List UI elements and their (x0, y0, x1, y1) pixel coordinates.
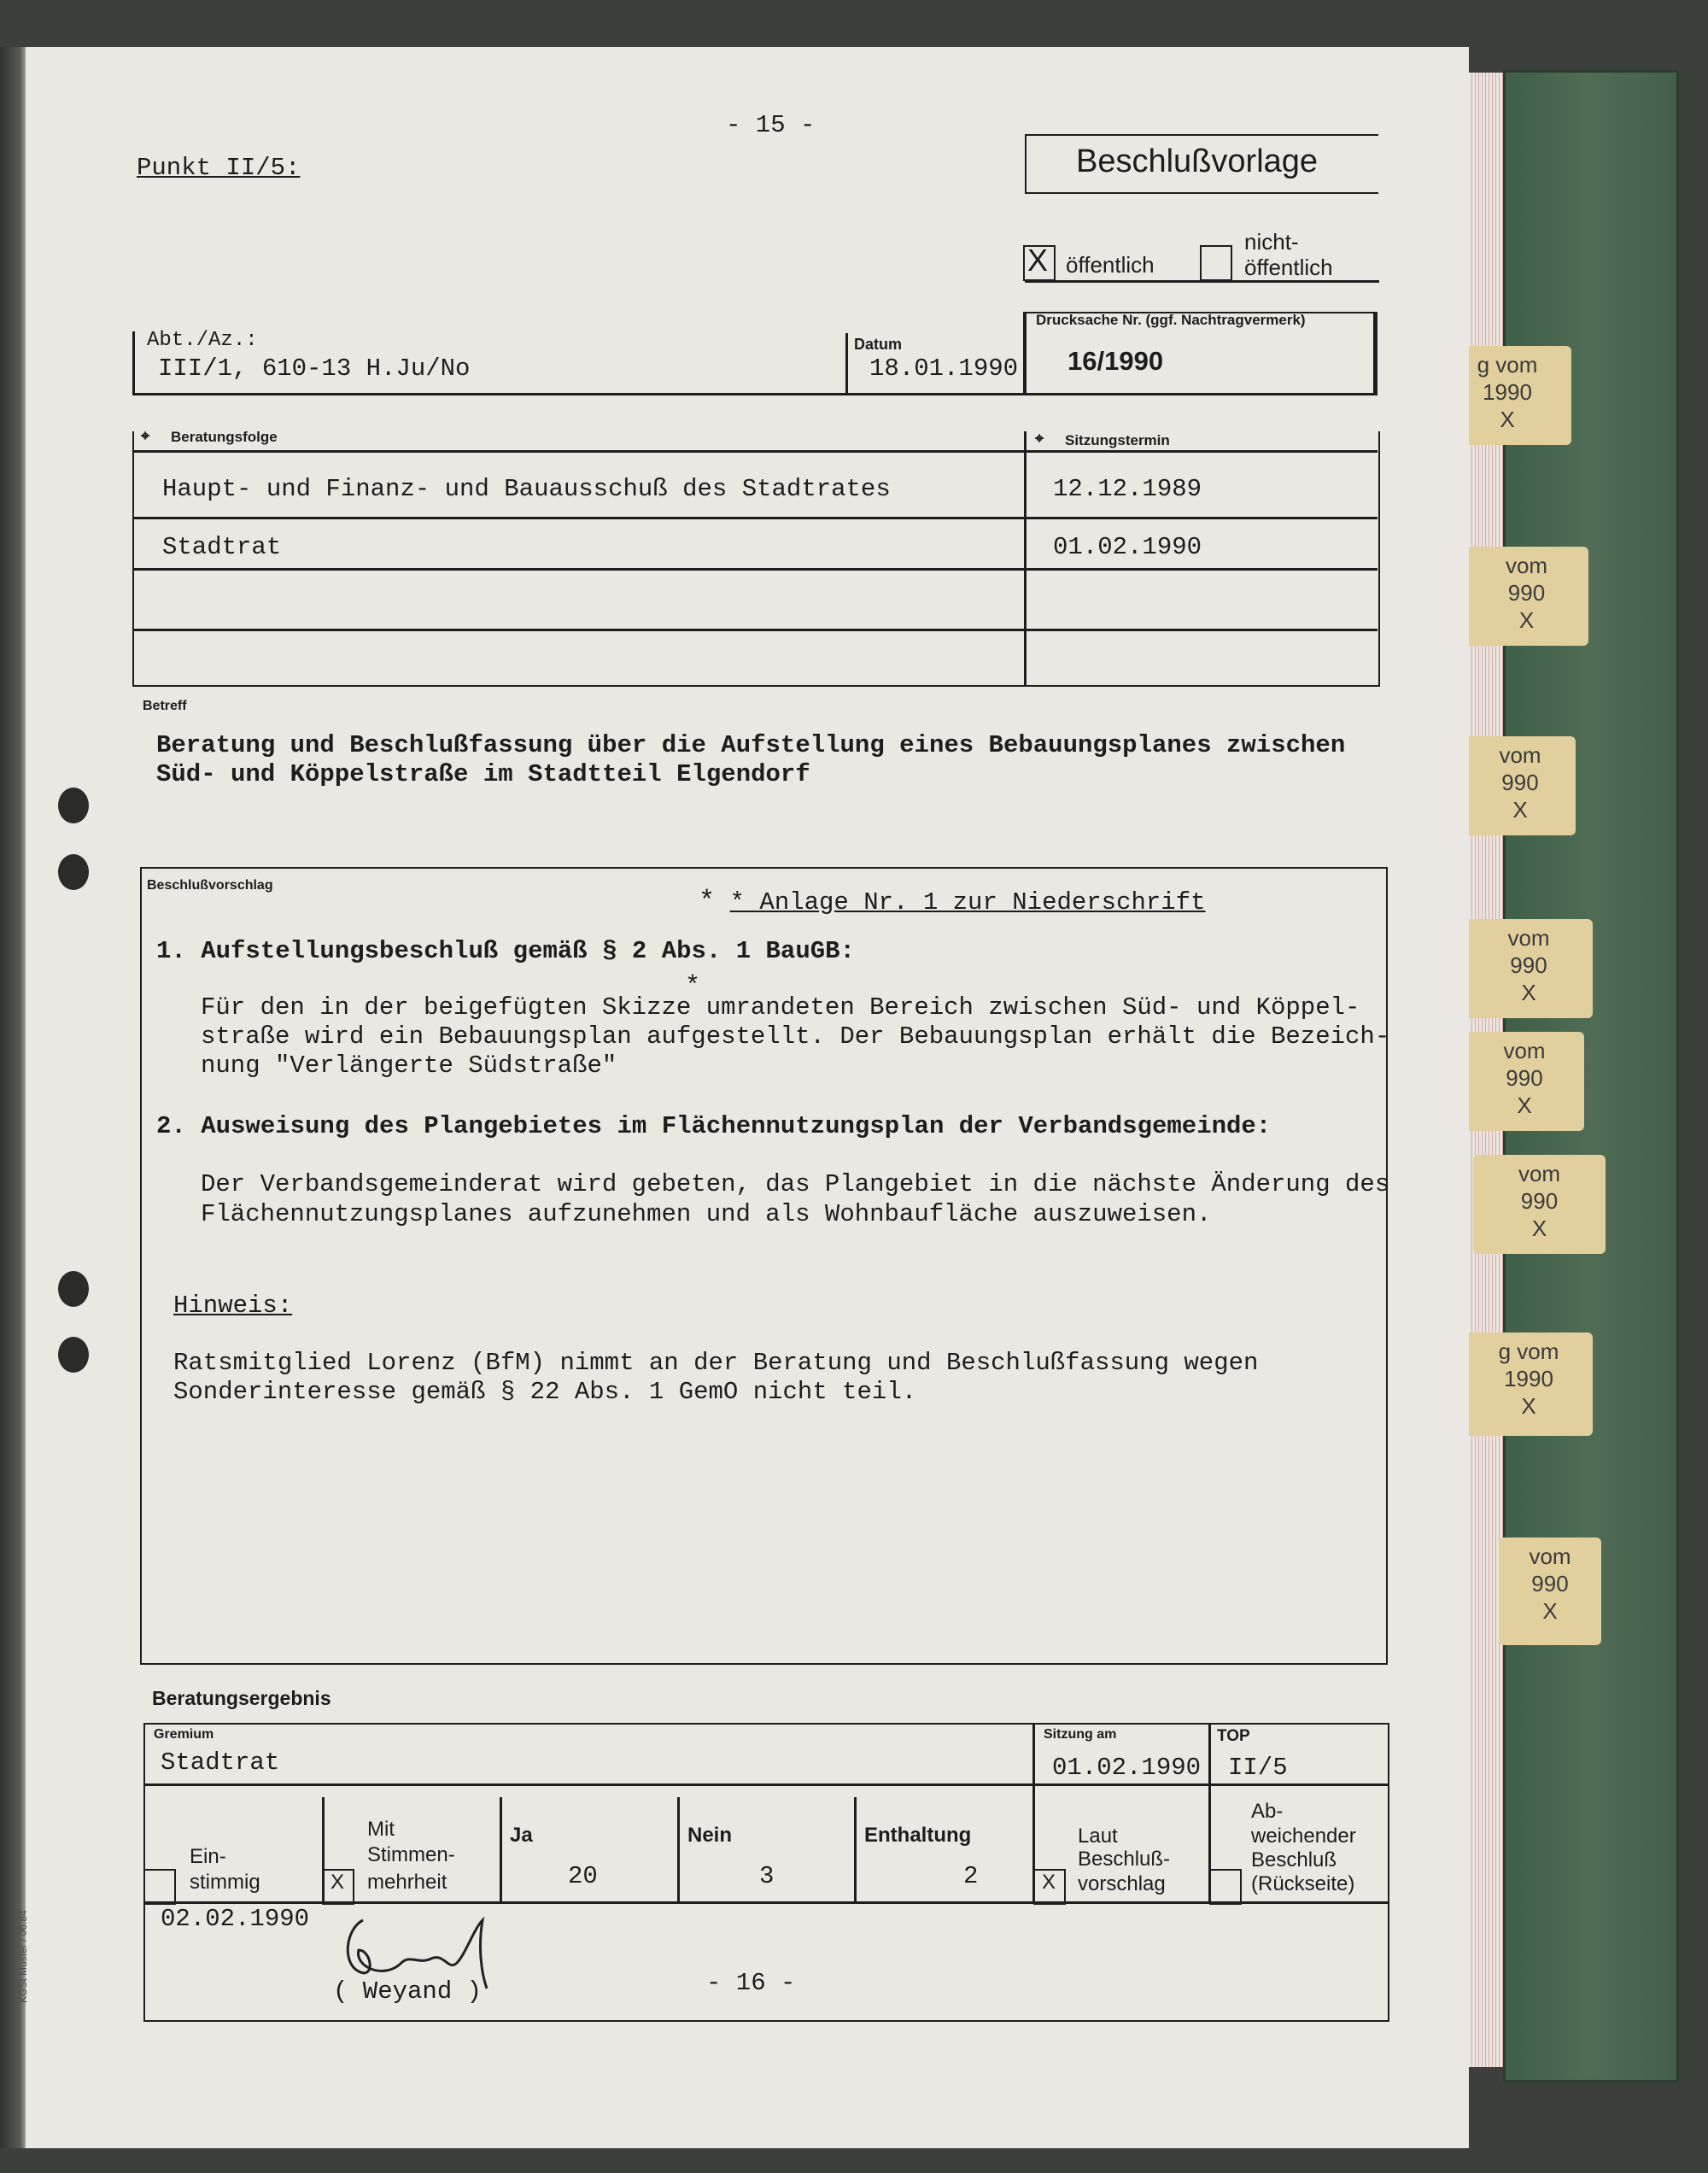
punch-hole (58, 788, 89, 823)
signature-date: 02.02.1990 (161, 1905, 310, 1933)
divider (132, 393, 1378, 395)
abweichender-beschluss-checkbox[interactable] (1209, 1869, 1242, 1905)
divider (132, 568, 1378, 571)
divider (500, 1797, 502, 1901)
anlage-text: * Anlage Nr. 1 zur Niederschrift (729, 888, 1206, 917)
side-tab: vom 990 X (1465, 919, 1593, 1018)
table-row-gremium: Haupt- und Finanz- und Bauausschuß des Stadtrates (162, 475, 891, 503)
laut-label-1: Laut (1078, 1824, 1118, 1848)
betreff-label: Betreff (143, 699, 187, 713)
datum-value: 18.01.1990 (869, 354, 1019, 383)
abt-value: III/1, 610-13 H.Ju/No (158, 354, 471, 383)
divider (132, 331, 135, 395)
hinweis-label: Hinweis: (173, 1292, 293, 1320)
divider (143, 1784, 1388, 1786)
margin-print: KGSt Muster / 06.84 (17, 1910, 29, 2003)
top-label: TOP (1217, 1727, 1250, 1745)
divider (1373, 312, 1378, 395)
side-tab: vom 990 X (1465, 547, 1588, 646)
item-1-line-1: Für den in der beigefügten Skizze umrandeten Bereich zwischen Süd- und Köppel- (201, 993, 1360, 1022)
laut-label-3: vorschlag (1078, 1872, 1166, 1895)
side-tab: vom 990 X (1465, 1032, 1584, 1131)
item-2-line-2: Flächennutzungsplanes aufzunehmen und als Wohnbaufläche auszuweisen. (201, 1200, 1212, 1228)
public-check-mark: X (1027, 243, 1049, 278)
sitzungstermin-label: Sitzungstermin (1065, 432, 1170, 448)
betreff-line-2: Süd- und Köppelstraße im Stadtteil Elgendorf (156, 760, 810, 788)
beratungsfolge-label: Beratungsfolge (171, 429, 278, 445)
page-number-top: - 15 - (726, 111, 816, 139)
anlage-note: * * Anlage Nr. 1 zur Niederschrift (699, 886, 1206, 917)
mehrheit-label-1: Mit (367, 1818, 395, 1841)
item-2-title: 2. Ausweisung des Plangebietes im Flächennutzungsplan der Verbandsgemeinde: (156, 1112, 1272, 1140)
hinweis-line-1: Ratsmitglied Lorenz (BfM) nimmt an der Beratung und Beschlußfassung wegen (173, 1349, 1259, 1377)
ergebnis-label: Beratungsergebnis (152, 1687, 331, 1709)
divider (132, 450, 1378, 453)
beschlussvorschlag-label: Beschlußvorschlag (147, 878, 273, 893)
nonpublic-checkbox[interactable] (1200, 245, 1232, 281)
beschlussvorschlag-box (140, 867, 1388, 1665)
table-row-termin: 01.02.1990 (1053, 533, 1202, 561)
enthaltung-value: 2 (963, 1862, 979, 1890)
einstimmig-checkbox[interactable] (143, 1869, 176, 1905)
laut-check-mark: X (1042, 1871, 1056, 1894)
table-row-gremium: Stadtrat (162, 533, 282, 561)
divider (132, 517, 1378, 519)
table-row-termin: 12.12.1989 (1053, 475, 1202, 503)
divider (845, 333, 848, 395)
enthaltung-label: Enthaltung (864, 1824, 972, 1847)
nein-label: Nein (687, 1824, 733, 1847)
einstimmig-label-2: stimmig (190, 1871, 260, 1894)
drucksache-label: Drucksache Nr. (ggf. Nachtragvermerk) (1036, 312, 1306, 328)
punkt-label: Punkt II/5: (137, 154, 301, 182)
laut-label-2: Beschluß- (1078, 1848, 1171, 1871)
nonpublic-label-2: öffentlich (1244, 255, 1333, 280)
punch-hole (58, 854, 89, 890)
punch-hole (58, 1337, 89, 1373)
gremium-value: Stadtrat (161, 1748, 280, 1777)
doc-type-title: Beschlußvorlage (1076, 144, 1319, 179)
abweichend-label-2: weichender (1251, 1824, 1356, 1848)
side-tab: g vom 1990 X (1465, 1332, 1593, 1436)
betreff-line-1: Beratung und Beschlußfassung über die Aufstellung eines Bebauungsplanes zwischen (156, 731, 1346, 759)
drucksache-value: 16/1990 (1068, 346, 1164, 376)
divider (854, 1797, 857, 1901)
item-1-line-2: straße wird ein Bebauungsplan aufgestellt. Der Bebauungsplan erhält die Bezeich- (201, 1022, 1390, 1051)
punch-hole (58, 1271, 89, 1307)
abweichend-label-4: (Rückseite) (1251, 1872, 1355, 1895)
ja-value: 20 (568, 1862, 598, 1890)
signer-name: ( Weyand ) (333, 1977, 483, 2006)
sitzung-am-label: Sitzung am (1044, 1727, 1117, 1742)
page-number-bottom: - 16 - (706, 1969, 796, 1997)
item-1-title: 1. Aufstellungsbeschluß gemäß § 2 Abs. 1 BauGB: (156, 937, 855, 965)
book-spine (0, 47, 29, 2148)
asterisk-mark: * (685, 972, 701, 1001)
abweichend-label-1: Ab- (1251, 1800, 1284, 1823)
divider (1025, 280, 1379, 283)
ja-label: Ja (510, 1824, 533, 1847)
mehrheit-label-3: mehrheit (367, 1871, 447, 1894)
side-tab: vom 990 X (1465, 736, 1576, 835)
abweichend-label-3: Beschluß (1251, 1848, 1337, 1871)
side-tab: g vom 1990 X (1443, 346, 1571, 445)
top-value: II/5 (1228, 1754, 1288, 1782)
mehrheit-label-2: Stimmen- (367, 1843, 455, 1866)
item-1-line-3: nung "Verlängerte Südstraße" (201, 1051, 617, 1080)
gremium-label: Gremium (154, 1727, 214, 1742)
einstimmig-label-1: Ein- (190, 1845, 226, 1868)
nonpublic-label-1: nicht- (1244, 229, 1299, 255)
item-2-line-1: Der Verbandsgemeinderat wird gebeten, das Plangebiet in die nächste Änderung des (201, 1170, 1390, 1198)
datum-label: Datum (854, 336, 903, 353)
abt-label: Abt./Az.: (147, 329, 258, 352)
divider (1024, 431, 1027, 686)
divider (132, 629, 1378, 631)
side-tab: vom 990 X (1499, 1538, 1601, 1645)
public-label: öffentlich (1066, 252, 1155, 278)
chevron-down-icon: ⌖ (1035, 430, 1044, 447)
sitzung-am-value: 01.02.1990 (1052, 1754, 1202, 1782)
hinweis-line-2: Sonderinteresse gemäß § 22 Abs. 1 GemO nicht teil. (173, 1378, 917, 1406)
nein-value: 3 (759, 1862, 775, 1890)
side-tab: vom 990 X (1473, 1155, 1606, 1254)
mehrheit-check-mark: X (330, 1871, 345, 1894)
chevron-down-icon: ⌖ (141, 427, 150, 444)
divider (1023, 312, 1027, 395)
divider (677, 1797, 680, 1901)
